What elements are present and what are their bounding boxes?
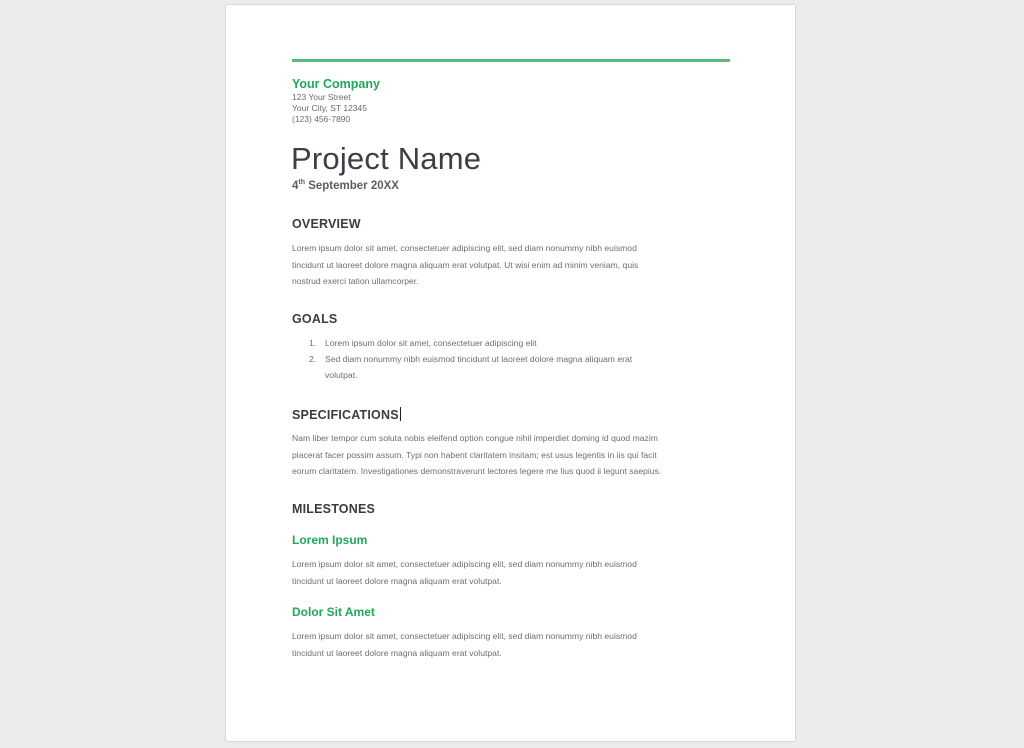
address-city: Your City, ST 12345 xyxy=(292,103,367,113)
specifications-line: placerat facer possim assum. Typi non habent claritatem insitam; est usus legentis in iis qui facit xyxy=(292,449,657,460)
milestone-line: Lorem ipsum dolor sit amet, consectetuer adipiscing elit, sed diam nonummy nibh euismod xyxy=(292,559,637,569)
project-date xyxy=(292,179,399,192)
milestone-line: tincidunt ut laoreet dolore magna aliquam erat volutpat. xyxy=(292,647,502,658)
address-street: 123 Your Street xyxy=(292,92,351,102)
project-title: Project Name xyxy=(291,141,482,176)
milestones-heading: MILESTONES xyxy=(292,502,376,516)
date-suffix: th xyxy=(298,179,306,186)
overview-heading: OVERVIEW xyxy=(292,217,361,231)
document-page[interactable] xyxy=(226,5,795,741)
milestone-line: Lorem ipsum dolor sit amet, consectetuer adipiscing elit, sed diam nonummy nibh euismod xyxy=(292,631,637,641)
milestone-paragraph xyxy=(292,628,732,661)
list-number: 1. xyxy=(309,338,317,348)
list-number: 2. xyxy=(309,354,317,364)
date-rest: September 20XX xyxy=(305,180,399,192)
address-phone: (123) 456-7890 xyxy=(292,114,351,124)
specifications-heading[interactable] xyxy=(292,407,401,422)
milestone-paragraph xyxy=(292,556,732,589)
overview-paragraph xyxy=(292,240,732,290)
list-text: Sed diam nonummy nibh euismod tincidunt ut laoreet dolore magna aliquam erat xyxy=(325,354,633,364)
goals-heading: GOALS xyxy=(292,312,338,326)
overview-line: nostrud exerci tation ullamcorper. xyxy=(292,276,419,286)
text-cursor xyxy=(400,407,401,421)
overview-line: Lorem ipsum dolor sit amet, consectetuer adipiscing elit, sed diam nonummy nibh euismod xyxy=(292,243,637,253)
list-text: volutpat. xyxy=(325,370,358,380)
milestone-title: Lorem Ipsum xyxy=(292,533,368,547)
date-day: 4 xyxy=(292,180,299,192)
specifications-line: Nam liber tempor cum soluta nobis eleifend option congue nihil imperdiet doming id quod mazim xyxy=(292,433,658,443)
specifications-line: eorum claritatem. Investigationes demonstraverunt lectores legere me lius quod ii legunt saepius. xyxy=(292,466,662,476)
specifications-heading-text: SPECIFICATIONS xyxy=(292,408,399,422)
milestone-line: tincidunt ut laoreet dolore magna aliquam erat volutpat. xyxy=(292,575,502,586)
list-text: Lorem ipsum dolor sit amet, consectetuer adipiscing elit xyxy=(325,338,537,348)
overview-line: tincidunt ut laoreet dolore magna aliquam erat volutpat. Ut wisi enim ad minim veniam, quis xyxy=(292,259,639,270)
header-rule xyxy=(292,59,730,62)
specifications-paragraph xyxy=(292,430,732,480)
milestone-title: Dolor Sit Amet xyxy=(292,605,375,619)
company-name: Your Company xyxy=(292,77,380,91)
